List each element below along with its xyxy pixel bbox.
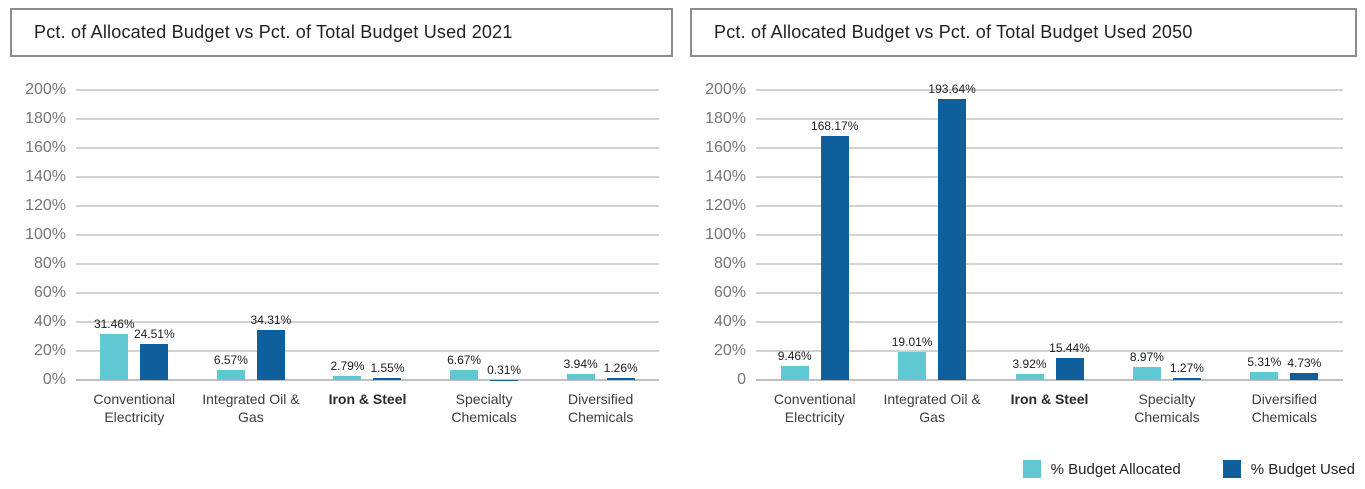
bar-group	[426, 90, 543, 380]
plot-area	[756, 82, 1343, 380]
bar-budget-used[interactable]	[250, 313, 292, 380]
y-axis-tick-label: 60%	[33, 284, 66, 301]
x-axis-category-label: Diversified Chemicals	[1251, 391, 1317, 425]
y-axis-tick-label: 100%	[25, 226, 66, 243]
legend-label: % Budget Allocated	[1050, 460, 1181, 478]
bar-value-label: 31.46%	[93, 317, 135, 332]
chart-panel-2050	[690, 8, 1357, 426]
bar-value-label: 6.67%	[447, 353, 482, 368]
bar-budget-used[interactable]	[811, 119, 859, 380]
bar-budget-used[interactable]	[603, 361, 638, 380]
bar-budget-allocated[interactable]	[563, 357, 598, 380]
x-axis-category-label: Diversified Chemicals	[567, 391, 634, 425]
y-axis-tick-label: 160%	[705, 139, 746, 156]
y-axis-tick-label: 120%	[705, 197, 746, 214]
plot-area	[76, 90, 659, 380]
bar-budget-allocated[interactable]	[93, 317, 135, 380]
bar-value-label: 193.64%	[928, 82, 976, 97]
bar-group	[873, 82, 990, 380]
bar-budget-allocated[interactable]	[891, 335, 933, 380]
budget-used-swatch-icon	[1223, 460, 1241, 478]
y-axis-tick-label: 100%	[705, 226, 746, 243]
bar-value-label: 9.46%	[777, 349, 812, 364]
bar-value-label: 24.51%	[133, 327, 175, 342]
bar-budget-allocated[interactable]	[1012, 357, 1047, 380]
y-axis	[10, 81, 76, 388]
bar-value-label: 15.44%	[1049, 340, 1090, 355]
x-axis-labels	[756, 390, 1343, 426]
bar-value-label: 34.31%	[250, 313, 292, 328]
bar-budget-allocated[interactable]	[447, 353, 482, 380]
legend-label: % Budget Used	[1250, 460, 1355, 478]
legend	[1023, 460, 1355, 478]
bar-value-label: 19.01%	[891, 335, 933, 350]
bar-budget-allocated[interactable]	[1247, 355, 1282, 380]
x-axis-category-label: Specialty Chemicals	[1134, 391, 1200, 425]
bar-value-label: 1.55%	[370, 360, 405, 375]
y-axis-tick-label: 120%	[25, 197, 66, 214]
x-axis-category-label: Integrated Oil & Gas	[202, 391, 300, 425]
chart-panel-2021	[10, 8, 673, 426]
y-axis-tick-label: 20%	[33, 342, 66, 359]
bar-group	[309, 90, 426, 380]
legend-item-budget-allocated	[1023, 460, 1181, 478]
budget-allocated-swatch-icon	[1023, 460, 1041, 478]
x-axis-category-label: Conventional Electricity	[93, 391, 176, 425]
y-axis-tick-label: 200%	[705, 81, 746, 98]
bar-chart-2021	[10, 81, 673, 426]
legend-item-budget-used	[1223, 460, 1355, 478]
y-axis-tick-label: 20%	[713, 342, 746, 359]
bar-value-label: 168.17%	[811, 119, 859, 134]
y-axis-tick-label: 180%	[25, 110, 66, 127]
x-axis-labels	[76, 390, 659, 426]
chart-title: Pct. of Allocated Budget vs Pct. of Total Budget Used 2050	[714, 22, 1193, 42]
bar-group	[76, 90, 193, 380]
y-axis-tick-label: 40%	[33, 313, 66, 330]
y-axis-tick-label: 160%	[25, 139, 66, 156]
y-axis-tick-label: 140%	[705, 168, 746, 185]
bar-value-label: 6.57%	[213, 353, 248, 368]
bar-budget-used[interactable]	[370, 360, 405, 380]
bar-budget-allocated[interactable]	[213, 353, 248, 380]
bar-budget-used[interactable]	[1049, 340, 1090, 380]
y-axis	[690, 81, 756, 388]
y-axis-tick-label: 200%	[25, 81, 66, 98]
bar-budget-used[interactable]	[928, 82, 976, 380]
x-axis-category-label: Iron & Steel	[328, 391, 407, 407]
bar-budget-used[interactable]	[1287, 356, 1322, 380]
bar-value-label: 5.31%	[1247, 355, 1282, 370]
bar-group	[1226, 90, 1343, 380]
bar-budget-allocated[interactable]	[777, 349, 812, 380]
bar-value-label: 3.94%	[563, 357, 598, 372]
bar-group	[1108, 90, 1225, 380]
bar-value-label: 1.26%	[603, 361, 638, 376]
y-axis-tick-label: 80%	[33, 255, 66, 272]
y-axis-tick-label: 60%	[713, 284, 746, 301]
bar-groups	[76, 90, 659, 380]
bar-group	[991, 90, 1108, 380]
chart-title-box	[690, 8, 1357, 57]
bar-value-label: 4.73%	[1287, 356, 1322, 371]
bar-budget-allocated[interactable]	[330, 358, 365, 380]
bar-value-label: 1.27%	[1169, 361, 1204, 376]
bar-value-label: 3.92%	[1012, 357, 1047, 372]
chart-title: Pct. of Allocated Budget vs Pct. of Total Budget Used 2021	[34, 22, 513, 42]
y-axis-tick-label: 0	[737, 371, 746, 388]
bar-budget-allocated[interactable]	[1129, 350, 1164, 380]
x-axis-category-label: Specialty Chemicals	[451, 391, 517, 425]
y-axis-tick-label: 0%	[42, 371, 66, 388]
y-axis-tick-label: 180%	[705, 110, 746, 127]
x-axis-category-label: Conventional Electricity	[773, 391, 856, 425]
chart-title-box	[10, 8, 673, 57]
bar-value-label: 0.31%	[487, 362, 522, 377]
y-axis-tick-label: 140%	[25, 168, 66, 185]
x-axis-category-label: Integrated Oil & Gas	[883, 391, 981, 425]
bar-budget-used[interactable]	[133, 327, 175, 380]
y-axis-tick-label: 80%	[713, 255, 746, 272]
bar-group	[756, 90, 873, 380]
bar-value-label: 8.97%	[1129, 350, 1164, 364]
bar-groups	[756, 82, 1343, 380]
y-axis-tick-label: 40%	[713, 313, 746, 330]
x-axis-category-label: Iron & Steel	[1010, 391, 1089, 407]
bar-value-label: 2.79%	[330, 358, 365, 373]
bar-chart-2050	[690, 81, 1357, 426]
bar-budget-used[interactable]	[1169, 361, 1204, 380]
bar-group	[542, 90, 659, 380]
bar-group	[193, 90, 310, 380]
